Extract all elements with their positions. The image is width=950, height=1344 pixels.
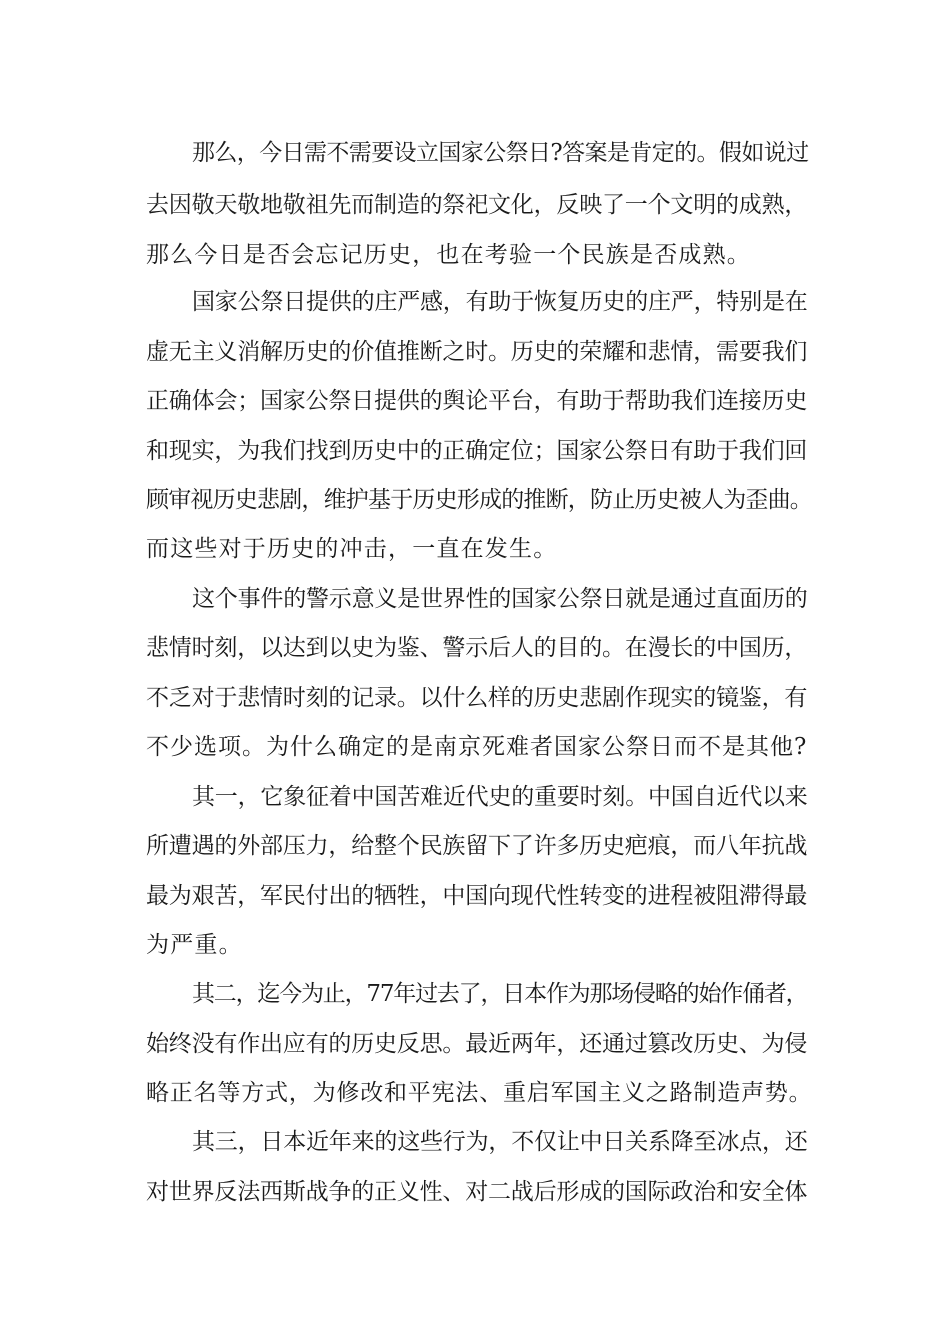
text-line: 顾审视历史悲剧，维护基于历史形成的推断，防止历史被人为歪曲。 — [146, 487, 813, 513]
text-line: 而这些对于历史的冲击，一直在发生。 — [146, 536, 558, 562]
text-line: 为严重。 — [146, 932, 243, 958]
text-line: 其一，它象征着中国苦难近代史的重要时刻。中国自近代以来 — [192, 784, 808, 810]
text-line: 虚无主义消解历史的价值推断之时。历史的荣耀和悲情，需要我们 — [146, 339, 808, 365]
text-line: 其二，迄今为止，77年过去了，日本作为那场侵略的始作俑者， — [192, 981, 808, 1007]
text-line: 去因敬天敬地敬祖先而制造的祭祀文化，反映了一个文明的成熟， — [146, 192, 808, 218]
text-line: 最为艰苦，军民付出的牺牲，中国向现代性转变的进程被阻滞得最 — [146, 883, 808, 909]
text-line: 始终没有作出应有的历史反思。最近两年，还通过篡改历史、为侵 — [146, 1031, 808, 1057]
text-line: 对世界反法西斯战争的正义性、对二战后形成的国际政治和安全体 — [146, 1179, 808, 1205]
text-line: 略正名等方式，为修改和平宪法、重启军国主义之路制造声势。 — [146, 1080, 813, 1106]
text-line: 所遭遇的外部压力，给整个民族留下了许多历史疤痕，而八年抗战 — [146, 833, 808, 859]
text-line: 悲情时刻，以达到以史为鉴、警示后人的目的。在漫长的中国历， — [146, 635, 808, 661]
text-line: 正确体会；国家公祭日提供的舆论平台，有助于帮助我们连接历史 — [146, 388, 808, 414]
text-line: 这个事件的警示意义是世界性的国家公祭日就是通过直面历的 — [192, 586, 808, 612]
text-line: 那么，今日需不需要设立国家公祭日?答案是肯定的。假如说过 — [192, 140, 809, 166]
text-line: 国家公祭日提供的庄严感，有助于恢复历史的庄严，特别是在 — [192, 289, 808, 315]
text-line: 和现实，为我们找到历史中的正确定位；国家公祭日有助于我们回 — [146, 438, 808, 464]
text-line: 不少选项。为什么确定的是南京死难者国家公祭日而不是其他? — [146, 734, 808, 760]
text-line: 其三，日本近年来的这些行为，不仅让中日关系降至冰点，还 — [192, 1129, 808, 1155]
text-line: 那么今日是否会忘记历史，也在考验一个民族是否成熟。 — [146, 242, 751, 268]
text-line: 不乏对于悲情时刻的记录。以什么样的历史悲剧作现实的镜鉴，有 — [146, 685, 808, 711]
